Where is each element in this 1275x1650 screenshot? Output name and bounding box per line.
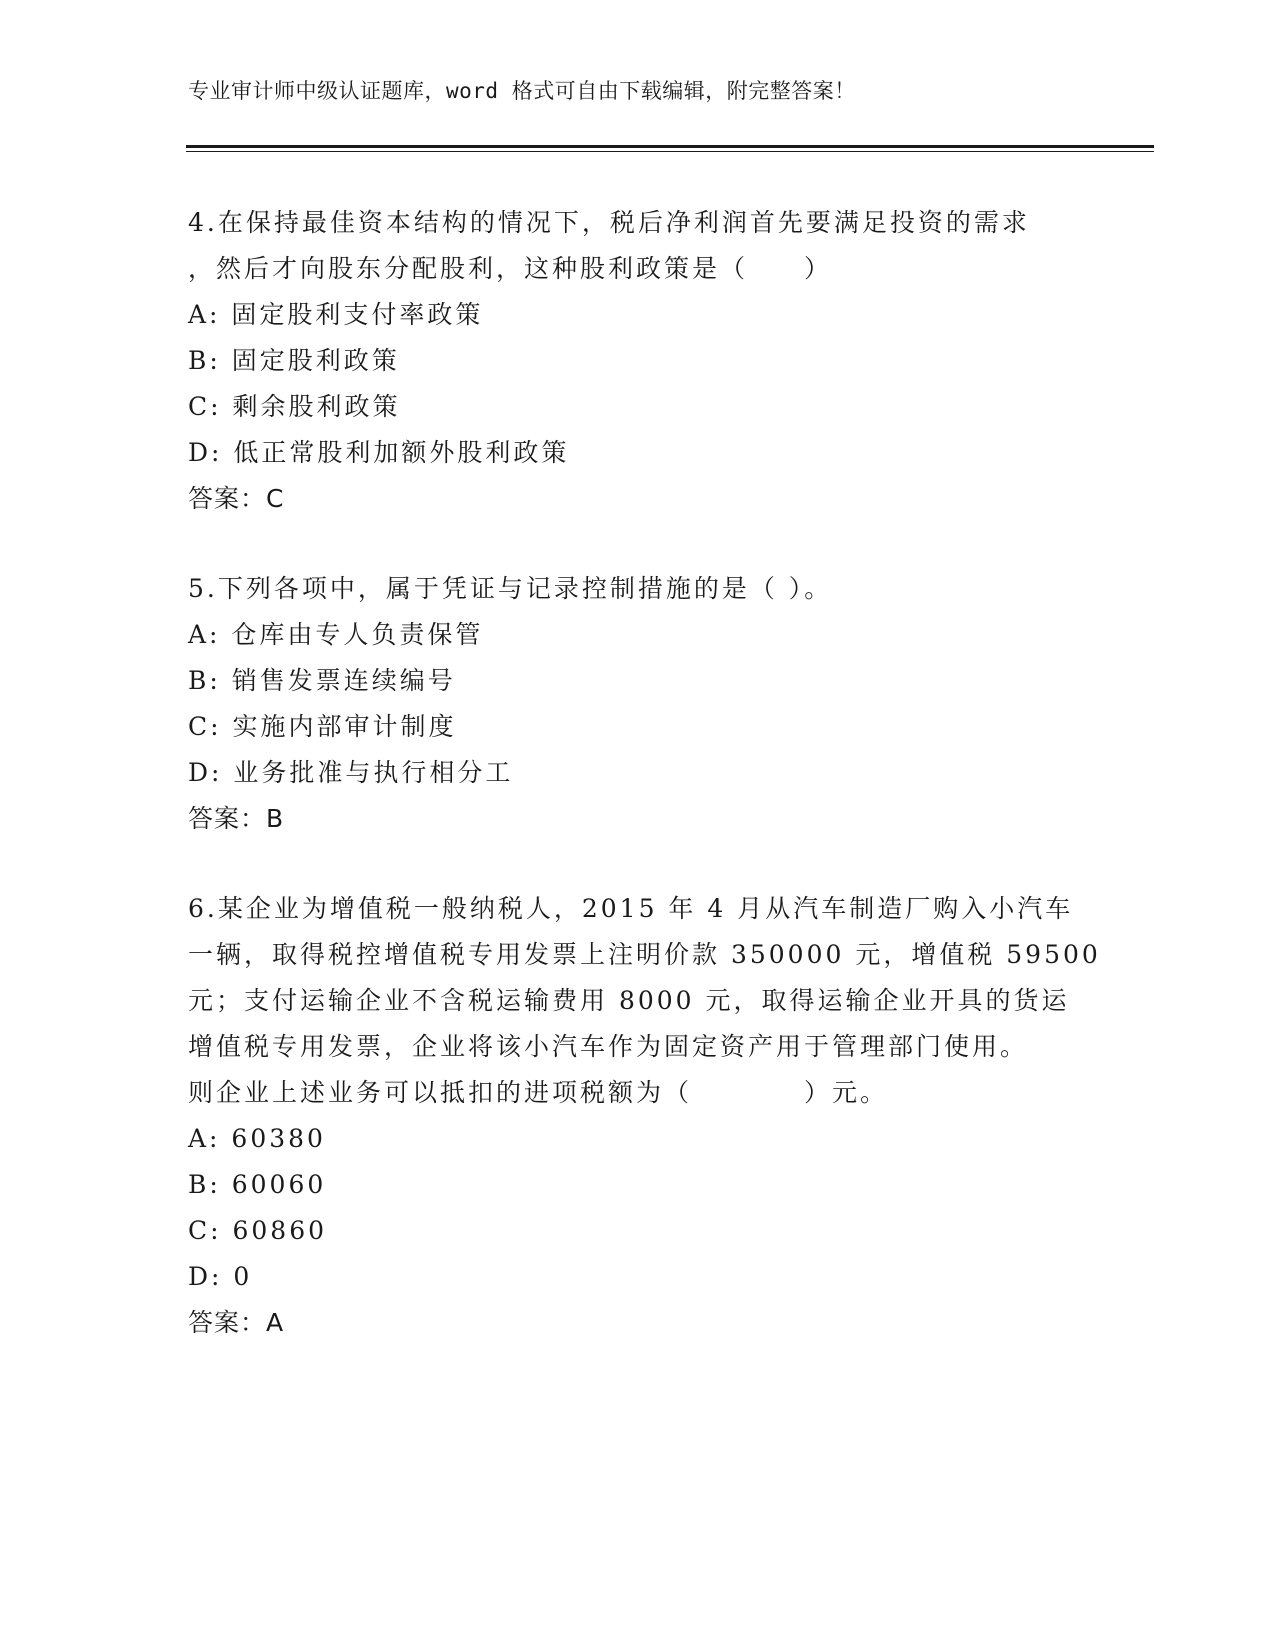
option-b: B: 固定股利政策 bbox=[188, 346, 400, 375]
question-stem-line: 6.某企业为增值税一般纳税人，2015 年 4 月从汽车制造厂购入小汽车 bbox=[188, 894, 1074, 923]
question-stem-line: 4.在保持最佳资本结构的情况下，税后净利润首先要满足投资的需求 bbox=[188, 208, 1030, 237]
question-5 bbox=[188, 566, 1088, 842]
question-stem-line: 增值税专用发票，企业将该小汽车作为固定资产用于管理部门使用。 bbox=[188, 1032, 1029, 1061]
option-c: C: 剩余股利政策 bbox=[188, 392, 401, 421]
answer-line: 答案：B bbox=[188, 804, 285, 833]
option-a: A: 60380 bbox=[188, 1124, 326, 1153]
question-stem-line: 则企业上述业务可以抵扣的进项税额为（ ）元。 bbox=[188, 1078, 889, 1107]
question-stem-line: 一辆，取得税控增值税专用发票上注明价款 350000 元，增值税 59500 bbox=[188, 940, 1101, 969]
option-b: B: 60060 bbox=[188, 1170, 327, 1199]
question-6 bbox=[188, 886, 1101, 1346]
option-b: B: 销售发票连续编号 bbox=[188, 666, 456, 695]
option-d: D: 业务批准与执行相分工 bbox=[188, 758, 514, 787]
question-stem-line: 5.下列各项中，属于凭证与记录控制措施的是（ ）。 bbox=[188, 574, 833, 603]
question-4 bbox=[188, 200, 1088, 522]
option-a: A: 固定股利支付率政策 bbox=[188, 300, 484, 329]
option-c: C: 60860 bbox=[188, 1216, 328, 1245]
answer-line: 答案：A bbox=[188, 1308, 285, 1337]
option-d: D: 0 bbox=[188, 1262, 253, 1291]
header-title: 专业审计师中级认证题库，word 格式可自由下载编辑，附完整答案！ bbox=[188, 79, 856, 103]
header-rule-thick bbox=[186, 145, 1154, 148]
answer-line: 答案：C bbox=[188, 484, 285, 513]
question-stem-line: ，然后才向股东分配股利，这种股利政策是（ ） bbox=[188, 254, 833, 283]
question-stem-line: 元；支付运输企业不含税运输费用 8000 元，取得运输企业开具的货运 bbox=[188, 986, 1070, 1015]
option-c: C: 实施内部审计制度 bbox=[188, 712, 457, 741]
option-a: A: 仓库由专人负责保管 bbox=[188, 620, 484, 649]
option-d: D: 低正常股利加额外股利政策 bbox=[188, 438, 570, 467]
header-rule-thin bbox=[186, 151, 1154, 152]
